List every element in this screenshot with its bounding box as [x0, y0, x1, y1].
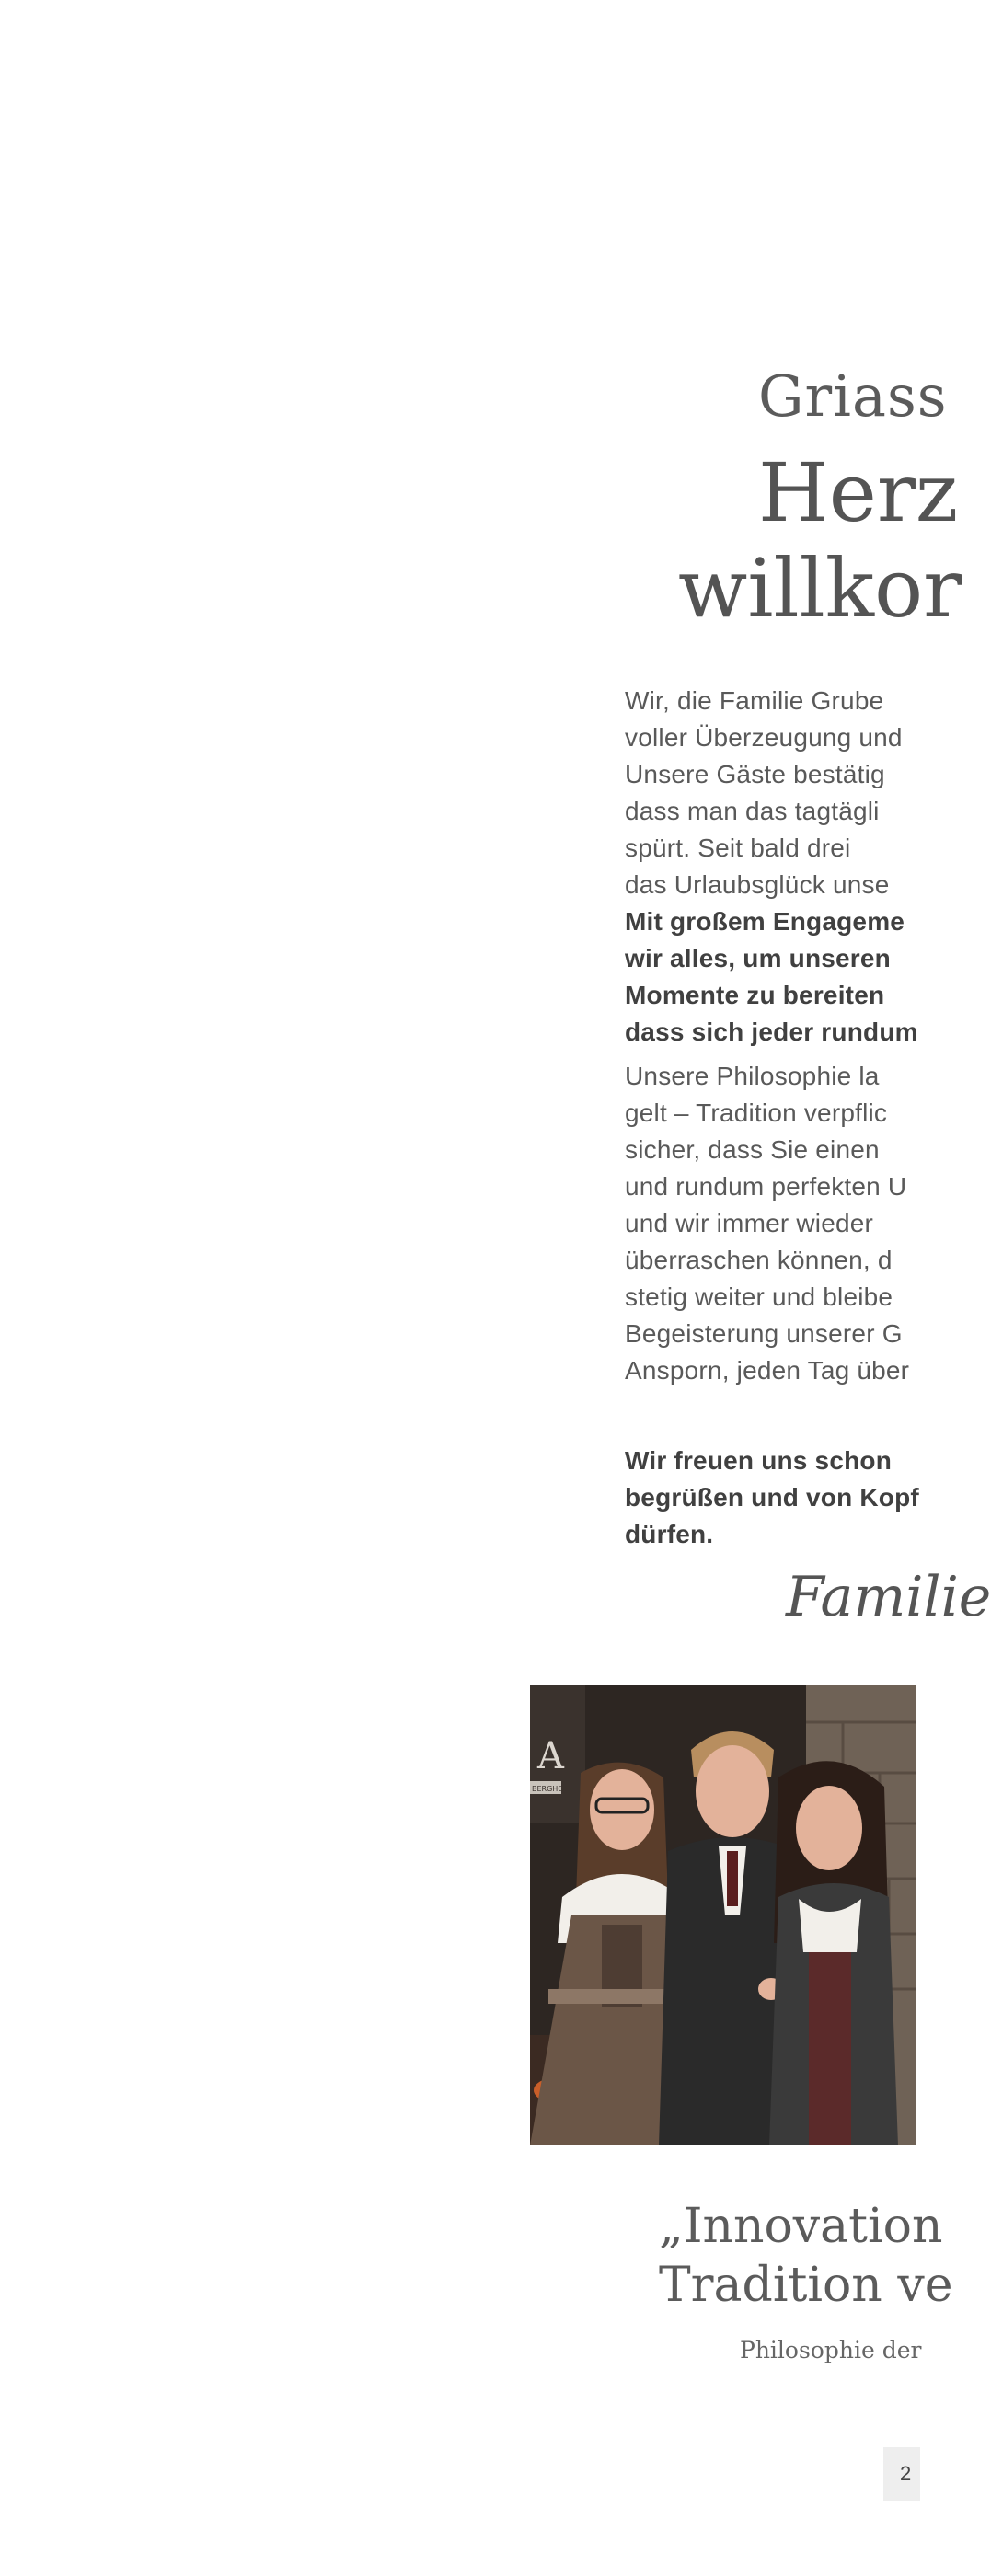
- text-line: überraschen können, d: [625, 1246, 893, 1274]
- page-number: 2: [883, 2447, 920, 2501]
- title-line-2: willkor: [678, 541, 962, 636]
- text-line: Wir, die Familie Grube: [625, 686, 884, 715]
- person-mother: [769, 1761, 898, 2145]
- text-line: Unsere Gäste bestätig: [625, 760, 885, 788]
- text-line: und wir immer wieder: [625, 1209, 874, 1237]
- text-line: und rundum perfekten U: [625, 1172, 907, 1201]
- text-line: Ansporn, jeden Tag über: [625, 1356, 910, 1385]
- quote-line-1: „Innovation: [659, 2199, 943, 2254]
- family-photo-illustration: [530, 1685, 916, 2145]
- text-line-bold: Wir freuen uns schon: [625, 1446, 893, 1475]
- text-line-bold: begrüßen und von Kopf: [625, 1483, 919, 1512]
- greeting-heading: Griass: [758, 362, 948, 430]
- text-line-bold: dass sich jeder rundum: [625, 1018, 918, 1046]
- text-line-bold: Momente zu bereiten: [625, 981, 885, 1009]
- text-line: voller Überzeugung und: [625, 723, 903, 752]
- philosophy-paragraph: [625, 1058, 909, 1389]
- sign-letter: A: [537, 1735, 564, 1777]
- family-photo: [530, 1685, 916, 2145]
- sign-small-text: BERGHOF: [532, 1785, 569, 1793]
- text-line-bold: dürfen.: [625, 1520, 714, 1548]
- quote-caption: Philosophie der: [740, 2337, 922, 2363]
- text-line: spürt. Seit bald drei: [625, 834, 851, 862]
- text-line: Unsere Philosophie la: [625, 1062, 880, 1090]
- text-line: gelt – Tradition verpflic: [625, 1098, 888, 1127]
- text-line: stetig weiter und bleibe: [625, 1282, 893, 1311]
- quote-line-2: Tradition ve: [659, 2258, 953, 2313]
- text-line: sicher, dass Sie einen: [625, 1135, 880, 1164]
- title-line-1: Herz: [758, 445, 959, 540]
- text-line-bold: Mit großem Engageme: [625, 907, 905, 936]
- text-line: das Urlaubsglück unse: [625, 870, 890, 899]
- text-line: Begeisterung unserer G: [625, 1319, 903, 1348]
- text-line: dass man das tagtägli: [625, 797, 880, 825]
- intro-paragraph: [625, 683, 918, 1051]
- closing-paragraph: [625, 1443, 919, 1553]
- text-line-bold: wir alles, um unseren: [625, 944, 891, 972]
- family-signature: Familie: [786, 1565, 991, 1629]
